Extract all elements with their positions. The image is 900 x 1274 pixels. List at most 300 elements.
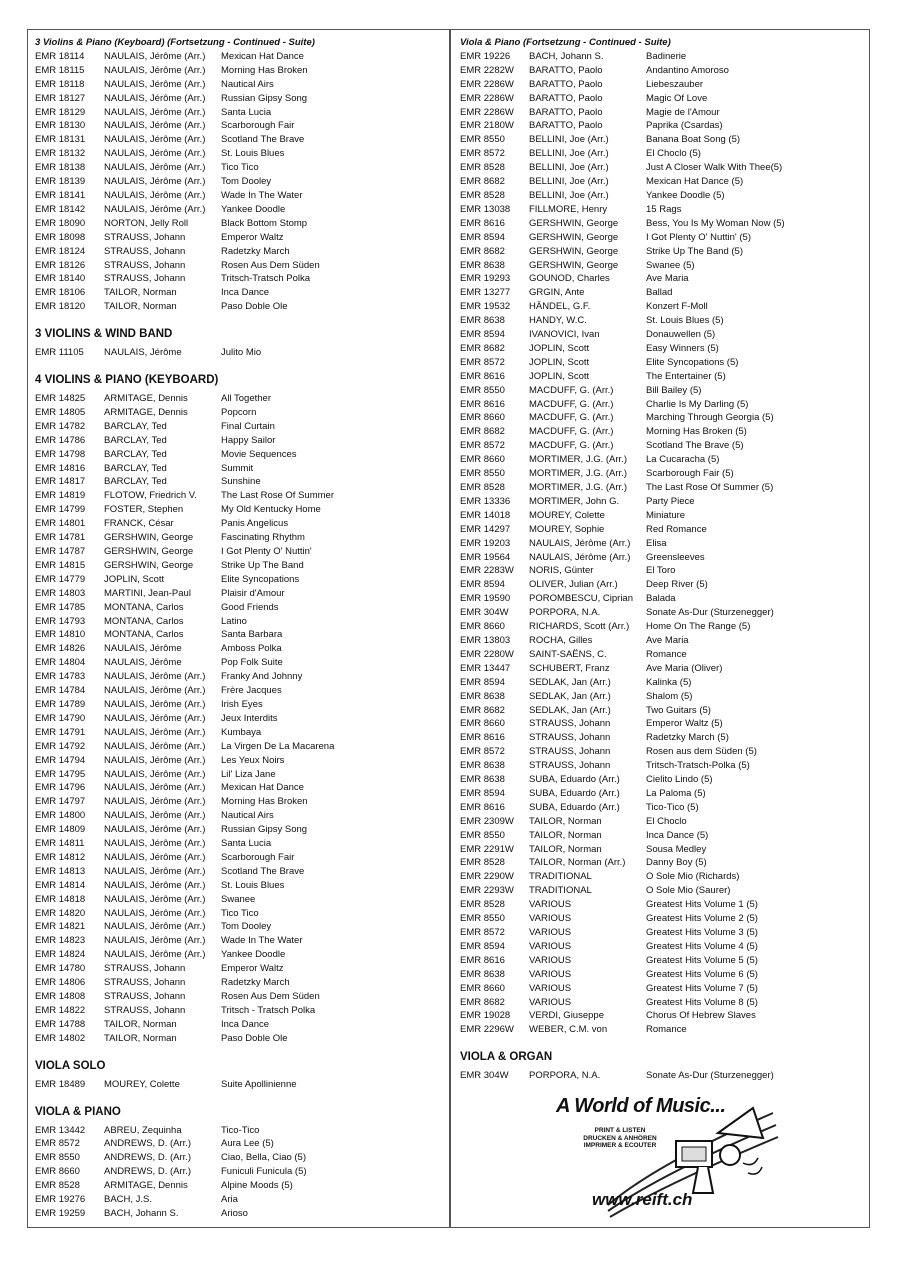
composer-name: SCHUBERT, Franz <box>529 662 610 674</box>
composer-name: NAULAIS, Jérôme (Arr.) <box>104 865 206 877</box>
catalog-row <box>460 704 860 718</box>
catalog-row <box>460 384 860 398</box>
catalog-row <box>35 781 445 795</box>
piece-title: Miniature <box>646 509 686 521</box>
catalog-row <box>460 634 860 648</box>
piece-title: O Sole Mio (Richards) <box>646 871 740 883</box>
catalog-row <box>35 434 445 448</box>
section-heading: Viola & Piano (Fortsetzung - Continued - Suite) <box>460 37 671 48</box>
catalog-row <box>460 1069 860 1083</box>
catalog-row <box>35 448 445 462</box>
catalog-row <box>35 1193 445 1207</box>
composer-name: BARATTO, Paolo <box>529 106 603 118</box>
piece-title: Shalom (5) <box>646 690 693 702</box>
piece-title: Russian Gipsy Song <box>221 92 308 104</box>
piece-title: Movie Sequences <box>221 448 297 460</box>
composer-name: BELLINI, Joe (Arr.) <box>529 176 609 188</box>
logo-line-2: DRUCKEN & ANHÖREN <box>583 1134 657 1142</box>
catalog-code: EMR 2290W <box>460 871 514 883</box>
piece-title: El Toro <box>646 565 676 577</box>
piece-title: St. Louis Blues <box>221 148 285 160</box>
composer-name: NAULAIS, Jérôme (Arr.) <box>104 712 206 724</box>
composer-name: STRAUSS, Johann <box>529 732 611 744</box>
composer-name: BARATTO, Paolo <box>529 64 603 76</box>
logo-title: A World of Music... <box>556 1095 726 1117</box>
catalog-row <box>35 50 445 64</box>
catalog-code: EMR 13277 <box>460 287 511 299</box>
composer-name: IVANOVICI, Ivan <box>529 329 600 341</box>
catalog-row <box>35 809 445 823</box>
composer-name: NAULAIS, Jérôme (Arr.) <box>104 726 206 738</box>
piece-title: Sousa Medley <box>646 843 707 855</box>
catalog-row <box>460 467 860 481</box>
composer-name: TAILOR, Norman <box>529 815 602 827</box>
piece-title: Cielito Lindo (5) <box>646 774 713 786</box>
catalog-row <box>35 628 445 642</box>
composer-name: TAILOR, Norman <box>104 1018 177 1030</box>
catalog-code: EMR 13447 <box>460 662 511 674</box>
composer-name: NAULAIS, Jérôme (Arr.) <box>104 92 206 104</box>
piece-title: Swanee (5) <box>646 259 695 271</box>
catalog-row <box>460 425 860 439</box>
catalog-row <box>35 300 445 314</box>
composer-name: ARMITAGE, Dennis <box>104 393 188 405</box>
catalog-code: EMR 14789 <box>35 698 86 710</box>
piece-title: Morning Has Broken <box>221 64 308 76</box>
piece-title: Ave Maria (Oliver) <box>646 662 723 674</box>
composer-name: VERDI, Giuseppe <box>529 1010 604 1022</box>
composer-name: MARTINI, Jean-Paul <box>104 587 191 599</box>
catalog-row <box>35 1137 445 1151</box>
catalog-code: EMR 18120 <box>35 301 86 313</box>
piece-title: Radetzky March <box>221 977 290 989</box>
composer-name: NAULAIS, Jérôme (Arr.) <box>104 824 206 836</box>
catalog-code: EMR 8660 <box>460 718 505 730</box>
catalog-row <box>35 1179 445 1193</box>
catalog-row <box>35 573 445 587</box>
piece-title: Andantino Amoroso <box>646 64 729 76</box>
piece-title: Tritsch-Tratsch-Polka (5) <box>646 760 750 772</box>
composer-name: STRAUSS, Johann <box>104 991 186 1002</box>
piece-title: Greatest Hits Volume 2 (5) <box>646 913 758 925</box>
composer-name: SUBA, Eduardo (Arr.) <box>529 801 620 813</box>
piece-title: Tico Tico <box>221 907 259 919</box>
piece-title: Russian Gipsy Song <box>221 824 308 836</box>
catalog-row <box>35 517 445 531</box>
piece-title: Konzert F-Moll <box>646 301 708 313</box>
catalog-row <box>460 286 860 300</box>
piece-title: La Virgen De La Macarena <box>221 740 335 752</box>
catalog-code: EMR 8616 <box>460 370 505 382</box>
piece-title: Amboss Polka <box>221 643 282 655</box>
catalog-row <box>35 78 445 92</box>
catalog-code: EMR 2309W <box>460 815 514 827</box>
composer-name: NAULAIS, Jérôme (Arr.) <box>104 907 206 919</box>
catalog-row <box>35 259 445 273</box>
piece-title: Emperor Waltz <box>221 231 284 243</box>
composer-name: PORPORA, N.A. <box>529 1070 601 1082</box>
piece-title: La Cucaracha (5) <box>646 454 720 466</box>
composer-name: FOSTER, Stephen <box>104 504 184 516</box>
catalog-code: EMR 8616 <box>460 954 505 966</box>
composer-name: GERSHWIN, George <box>104 532 194 544</box>
catalog-row <box>35 531 445 545</box>
composer-name: STRAUSS, Johann <box>104 259 186 271</box>
catalog-code: EMR 8572 <box>460 746 505 758</box>
catalog-code: EMR 8638 <box>460 690 505 702</box>
column-divider <box>449 29 451 1228</box>
composer-name: ANDREWS, D. (Arr.) <box>104 1152 192 1164</box>
piece-title: Radetzky March (5) <box>646 732 729 744</box>
catalog-code: EMR 8528 <box>460 482 505 493</box>
piece-title: Greatest Hits Volume 8 (5) <box>646 996 758 1008</box>
catalog-code: EMR 14798 <box>35 448 86 460</box>
catalog-row <box>460 259 860 273</box>
catalog-code: EMR 8528 <box>35 1180 80 1192</box>
catalog-code: EMR 18114 <box>35 50 85 62</box>
piece-title: Greatest Hits Volume 3 (5) <box>646 927 758 938</box>
catalog-row <box>35 175 445 189</box>
catalog-row <box>460 662 860 676</box>
catalog-row <box>35 272 445 286</box>
catalog-code: EMR 8682 <box>460 704 505 716</box>
catalog-row <box>460 411 860 425</box>
piece-title: Arioso <box>221 1207 248 1219</box>
catalog-row <box>460 564 860 578</box>
catalog-code: EMR 14823 <box>35 935 86 947</box>
catalog-row <box>35 726 445 740</box>
catalog-code: EMR 8594 <box>460 676 505 688</box>
piece-title: Bess, You Is My Woman Now (5) <box>646 217 785 229</box>
piece-title: Julito Mio <box>221 347 262 359</box>
piece-title: Deep River (5) <box>646 579 708 591</box>
composer-name: GERSHWIN, George <box>104 546 194 557</box>
composer-name: BARCLAY, Ted <box>104 476 167 488</box>
piece-title: Sunshine <box>221 476 261 488</box>
piece-title: Greatest Hits Volume 7 (5) <box>646 982 758 994</box>
composer-name: VARIOUS <box>529 927 572 938</box>
piece-title: Les Yeux Noirs <box>221 754 285 766</box>
catalog-code: EMR 8594 <box>460 231 505 243</box>
composer-name: BARATTO, Paolo <box>529 78 603 90</box>
catalog-code: EMR 14811 <box>35 838 85 850</box>
composer-name: BARATTO, Paolo <box>529 92 603 104</box>
composer-name: BACH, Johann S. <box>529 50 604 62</box>
piece-title: Tico Tico <box>221 162 259 174</box>
piece-title: Franky And Johnny <box>221 671 303 683</box>
catalog-code: EMR 8594 <box>460 940 505 952</box>
catalog-code: EMR 14795 <box>35 768 86 780</box>
piece-title: Greatest Hits Volume 5 (5) <box>646 954 758 966</box>
piece-title: Wade In The Water <box>221 189 303 201</box>
catalog-code: EMR 18126 <box>35 259 86 271</box>
composer-name: BARCLAY, Ted <box>104 434 167 446</box>
catalog-row <box>460 676 860 690</box>
catalog-row <box>35 670 445 684</box>
composer-name: TRADITIONAL <box>529 871 592 883</box>
composer-name: SEDLAK, Jan (Arr.) <box>529 704 611 716</box>
catalog-row <box>35 934 445 948</box>
catalog-code: EMR 14797 <box>35 796 86 808</box>
composer-name: NAULAIS, Jérôme (Arr.) <box>529 537 631 549</box>
catalog-code: EMR 14805 <box>35 406 86 418</box>
piece-title: Charlie Is My Darling (5) <box>646 398 749 410</box>
piece-title: Rosen Aus Dem Süden <box>221 991 320 1002</box>
catalog-code: EMR 18129 <box>35 106 86 118</box>
catalog-row <box>35 962 445 976</box>
piece-title: Swanee <box>221 893 256 905</box>
catalog-code: EMR 8550 <box>460 384 505 396</box>
catalog-row <box>460 870 860 884</box>
catalog-code: EMR 14816 <box>35 462 86 474</box>
catalog-row <box>35 948 445 962</box>
composer-name: TAILOR, Norman <box>104 301 177 313</box>
catalog-code: EMR 2286W <box>460 92 514 104</box>
composer-name: MORTIMER, J.G. (Arr.) <box>529 454 627 466</box>
composer-name: VARIOUS <box>529 968 572 980</box>
piece-title: El Choclo <box>646 815 687 827</box>
composer-name: NAULAIS, Jérôme (Arr.) <box>104 698 206 710</box>
composer-name: BELLINI, Joe (Arr.) <box>529 189 609 201</box>
catalog-code: EMR 14821 <box>35 921 86 933</box>
piece-title: Bill Bailey (5) <box>646 384 702 396</box>
composer-name: HANDY, W.C. <box>529 315 587 327</box>
catalog-code: EMR 8550 <box>35 1152 80 1164</box>
composer-name: STRAUSS, Johann <box>104 977 186 989</box>
composer-name: NAULAIS, Jérôme <box>104 347 182 359</box>
catalog-row <box>35 851 445 865</box>
catalog-code: EMR 14820 <box>35 907 86 919</box>
catalog-row <box>35 559 445 573</box>
catalog-row <box>460 50 860 64</box>
catalog-code: EMR 18139 <box>35 176 86 188</box>
composer-name: TAILOR, Norman <box>104 1032 177 1044</box>
piece-title: Suite Apollinienne <box>221 1078 297 1090</box>
composer-name: JOPLIN, Scott <box>529 342 590 354</box>
catalog-row <box>460 996 860 1010</box>
catalog-row <box>460 203 860 217</box>
catalog-row <box>35 133 445 147</box>
piece-title: Lil' Liza Jane <box>221 768 276 780</box>
composer-name: BARCLAY, Ted <box>104 420 167 432</box>
composer-name: BELLINI, Joe (Arr.) <box>529 134 609 146</box>
piece-title: O Sole Mio (Saurer) <box>646 885 731 897</box>
catalog-row <box>35 203 445 217</box>
catalog-code: EMR 18141 <box>35 189 86 201</box>
composer-name: NAULAIS, Jérôme (Arr.) <box>104 851 206 863</box>
catalog-code: EMR 2286W <box>460 78 514 90</box>
composer-name: VARIOUS <box>529 913 572 925</box>
composer-name: GERSHWIN, George <box>529 245 619 257</box>
catalog-code: EMR 8660 <box>460 982 505 994</box>
piece-title: Kalinka (5) <box>646 676 692 688</box>
piece-title: Radetzky March <box>221 245 290 257</box>
composer-name: MONTANA, Carlos <box>104 615 184 627</box>
piece-title: Tom Dooley <box>221 176 272 188</box>
section-heading: 3 Violins & Piano (Keyboard) (Fortsetzung - Continued - Suite) <box>35 37 315 48</box>
catalog-row <box>35 1018 445 1032</box>
catalog-row <box>460 690 860 704</box>
piece-title: Yankee Doodle (5) <box>646 189 725 201</box>
piece-title: Greensleeves <box>646 551 705 563</box>
composer-name: BACH, Johann S. <box>104 1207 179 1219</box>
composer-name: TAILOR, Norman <box>529 843 602 855</box>
catalog-code: EMR 8682 <box>460 996 505 1008</box>
composer-name: MACDUFF, G. (Arr.) <box>529 440 614 452</box>
catalog-code: EMR 14826 <box>35 643 86 655</box>
catalog-code: EMR 18142 <box>35 203 86 215</box>
piece-title: Plaisir d'Amour <box>221 587 285 599</box>
catalog-row <box>35 106 445 120</box>
catalog-code: EMR 8528 <box>460 899 505 911</box>
piece-title: Good Friends <box>221 601 279 613</box>
composer-name: WEBER, C.M. von <box>529 1024 608 1036</box>
catalog-row <box>35 1207 445 1221</box>
catalog-row <box>460 731 860 745</box>
catalog-code: EMR 8616 <box>460 217 505 229</box>
piece-title: Tritsch - Tratsch Polka <box>221 1004 316 1016</box>
catalog-row <box>35 475 445 489</box>
catalog-code: EMR 14793 <box>35 615 86 627</box>
catalog-code: EMR 18118 <box>35 78 85 90</box>
piece-title: Emperor Waltz (5) <box>646 718 723 730</box>
catalog-code: EMR 14297 <box>460 523 511 535</box>
catalog-row <box>35 189 445 203</box>
composer-name: STRAUSS, Johann <box>529 746 611 758</box>
piece-title: Romance <box>646 1024 687 1036</box>
left-column <box>35 36 445 1221</box>
piece-title: Morning Has Broken <box>221 796 308 808</box>
catalog-row <box>460 64 860 78</box>
composer-name: TAILOR, Norman (Arr.) <box>529 857 626 869</box>
piece-title: Badinerie <box>646 50 687 62</box>
catalog-code: EMR 8638 <box>460 968 505 980</box>
catalog-code: EMR 8550 <box>460 913 505 925</box>
piece-title: Scarborough Fair <box>221 120 295 132</box>
piece-title: Paprika (Csardas) <box>646 120 723 132</box>
composer-name: MORTIMER, J.G. (Arr.) <box>529 482 627 493</box>
composer-name: NAULAIS, Jérôme (Arr.) <box>104 50 206 62</box>
catalog-code: EMR 14785 <box>35 601 86 613</box>
catalog-code: EMR 14794 <box>35 754 86 766</box>
catalog-code: EMR 304W <box>460 607 509 619</box>
catalog-row <box>460 272 860 286</box>
catalog-row <box>35 489 445 503</box>
catalog-row <box>460 300 860 314</box>
catalog-row <box>460 940 860 954</box>
composer-name: FRANCK, César <box>104 518 174 530</box>
catalog-row <box>460 217 860 231</box>
piece-title: Tico-Tico <box>221 1124 260 1136</box>
piece-title: Frère Jacques <box>221 685 282 697</box>
catalog-row <box>460 1023 860 1037</box>
catalog-code: EMR 8594 <box>460 579 505 591</box>
piece-title: Rosen Aus Dem Süden <box>221 259 320 271</box>
catalog-row <box>460 773 860 787</box>
piece-title: Panis Angelicus <box>221 518 289 530</box>
piece-title: My Old Kentucky Home <box>221 504 321 516</box>
catalog-row <box>460 787 860 801</box>
catalog-row <box>460 1009 860 1023</box>
catalog-row <box>35 656 445 670</box>
piece-title: Mexican Hat Dance (5) <box>646 176 744 188</box>
catalog-code: EMR 18090 <box>35 217 86 229</box>
catalog-row <box>460 523 860 537</box>
catalog-row <box>460 453 860 467</box>
catalog-row <box>35 837 445 851</box>
catalog-code: EMR 14824 <box>35 949 86 961</box>
logo-url[interactable]: www.reift.ch <box>592 1190 693 1209</box>
catalog-row <box>460 537 860 551</box>
composer-name: STRAUSS, Johann <box>104 245 186 257</box>
catalog-code: EMR 8572 <box>460 148 505 160</box>
composer-name: GERSHWIN, George <box>529 231 619 243</box>
composer-name: ANDREWS, D. (Arr.) <box>104 1166 192 1178</box>
composer-name: VARIOUS <box>529 954 572 966</box>
piece-title: Mexican Hat Dance <box>221 782 304 794</box>
catalog-row <box>35 601 445 615</box>
catalog-code: EMR 8682 <box>460 176 505 188</box>
catalog-code: EMR 14814 <box>35 879 86 891</box>
composer-name: NAULAIS, Jérôme <box>104 657 182 669</box>
reift-logo <box>548 1093 788 1218</box>
catalog-row <box>35 990 445 1004</box>
catalog-code: EMR 8528 <box>460 189 505 201</box>
composer-name: NAULAIS, Jérôme (Arr.) <box>104 106 206 118</box>
catalog-code: EMR 8660 <box>460 621 505 633</box>
piece-title: The Last Rose Of Summer (5) <box>646 482 774 493</box>
catalog-code: EMR 2286W <box>460 106 514 118</box>
piece-title: Alpine Moods (5) <box>221 1180 293 1192</box>
catalog-row <box>35 161 445 175</box>
logo-tagline <box>560 1127 680 1150</box>
composer-name: MORTIMER, John G. <box>529 495 620 507</box>
composer-name: PORPORA, N.A. <box>529 607 601 619</box>
composer-name: NAULAIS, Jérôme (Arr.) <box>104 921 206 933</box>
catalog-code: EMR 14809 <box>35 824 86 836</box>
composer-name: JOPLIN, Scott <box>104 573 165 585</box>
piece-title: Inca Dance (5) <box>646 829 709 841</box>
piece-title: Ciao, Bella, Ciao (5) <box>221 1152 307 1164</box>
catalog-row <box>460 342 860 356</box>
catalog-row <box>35 147 445 161</box>
composer-name: STRAUSS, Johann <box>104 963 186 975</box>
catalog-row <box>460 356 860 370</box>
catalog-code: EMR 14796 <box>35 782 86 794</box>
catalog-code: EMR 19293 <box>460 273 511 285</box>
composer-name: NAULAIS, Jérôme (Arr.) <box>104 685 206 697</box>
catalog-row <box>460 175 860 189</box>
catalog-code: EMR 14802 <box>35 1032 86 1044</box>
piece-title: Romance <box>646 648 687 660</box>
catalog-row <box>460 439 860 453</box>
catalog-row <box>460 759 860 773</box>
catalog-code: EMR 8572 <box>460 440 505 452</box>
catalog-code: EMR 14799 <box>35 504 86 516</box>
catalog-row <box>460 147 860 161</box>
composer-name: STRAUSS, Johann <box>104 273 186 285</box>
piece-title: Danny Boy (5) <box>646 857 707 869</box>
catalog-row <box>460 133 860 147</box>
catalog-row <box>460 578 860 592</box>
composer-name: NAULAIS, Jérôme (Arr.) <box>104 120 206 132</box>
piece-title: I Got Plenty O' Nuttin' (5) <box>646 231 751 243</box>
catalog-code: EMR 14792 <box>35 740 86 752</box>
piece-title: Yankee Doodle <box>221 949 286 961</box>
catalog-row <box>35 286 445 300</box>
piece-title: St. Louis Blues (5) <box>646 315 724 327</box>
piece-title: Easy Winners (5) <box>646 342 719 354</box>
